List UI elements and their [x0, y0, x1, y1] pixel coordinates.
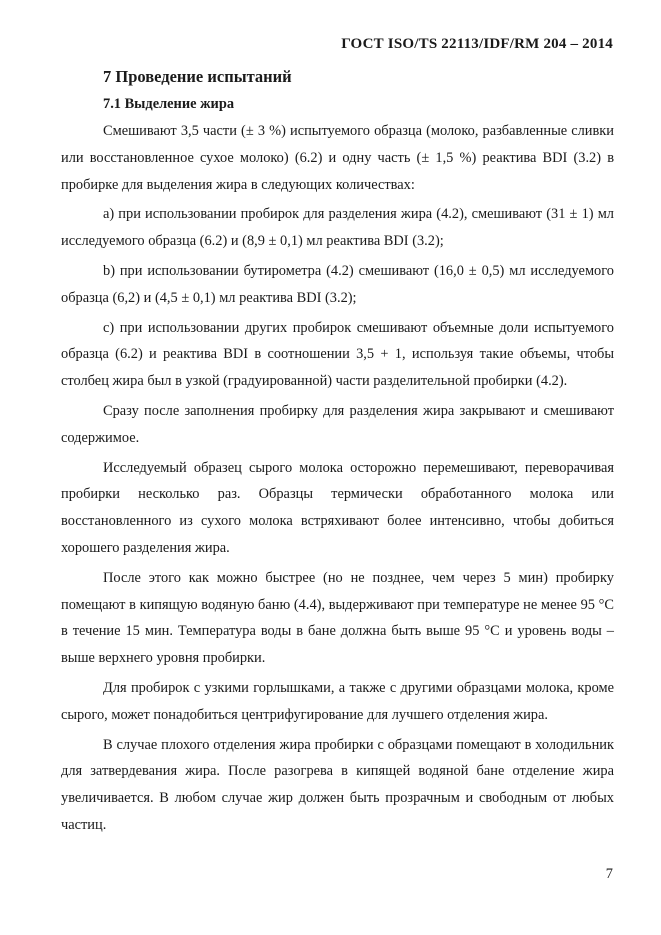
subsection-title: 7.1 Выделение жира [103, 96, 235, 112]
paragraph-item-c: c) при использовании других пробирок смешивают объемные доли испытуемого образца (6.2) и реактива BDI в соотношении 3,5 + 1, используя такие объемы, чтобы столбец жира был в узкой (градуированной) части разделительной пробирки (4.2). [61, 319, 614, 390]
paragraph-intro: Смешивают 3,5 части (± 3 %) испытуемого образца (молоко, разбавленные сливки или восстановленное сухое молоко) (6.2) и одну часть (± 1,5 %) реактива BDI (3.2) в пробирке для выделения жира в следующих количествах: [61, 123, 614, 193]
paragraph-mixing: Исследуемый образец сырого молока осторожно перемешивают, переворачивая пробирки несколько раз. Образцы термически обработанного молока или восстановленного из сухого молока встряхивают более интенсивно, чтобы добиться хорошего разделения жира. [61, 459, 614, 556]
paragraph-closing-tube: Сразу после заполнения пробирку для разделения жира закрывают и смешивают содержимое. [61, 402, 614, 446]
section-title: 7 Проведение испытаний [103, 67, 292, 86]
paragraph-item-b: b) при использовании бутирометра (4.2) смешивают (16,0 ± 0,5) мл исследуемого образца (6,2) и (4,5 ± 0,1) мл реактива BDI (3.2); [61, 262, 614, 306]
paragraph-poor-separation: В случае плохого отделения жира пробирки с образцами помещают в холодильник для затвердевания жира. После разогрева в кипящей водяной бане отделение жира увеличивается. В любом случае жир должен быть прозрачным и свободным от любых частиц. [61, 736, 614, 833]
page-number: 7 [605, 866, 613, 882]
paragraph-centrifuge: Для пробирок с узкими горлышками, а также с другими образцами молока, кроме сырого, может понадобиться центрифугирование для лучшего отделения жира. [61, 679, 614, 723]
paragraph-water-bath: После этого как можно быстрее (но не позднее, чем через 5 мин) пробирку помещают в кипящую водяную баню (4.4), выдерживают при температуре не менее 95 °С в течение 15 мин. Температура воды в бане должна быть выше 95 °С и уровень воды – выше верхнего уровня пробирки. [61, 569, 614, 667]
paragraph-item-a: a) при использовании пробирок для разделения жира (4.2), смешивают (31 ± 1) мл исследуемого образца (6.2) и (8,9 ± 0,1) мл реактива BDI (3.2); [61, 206, 614, 250]
document-body [61, 64, 614, 839]
document-header: ГОСТ ISO/TS 22113/IDF/RM 204 – 2014 [341, 36, 613, 52]
